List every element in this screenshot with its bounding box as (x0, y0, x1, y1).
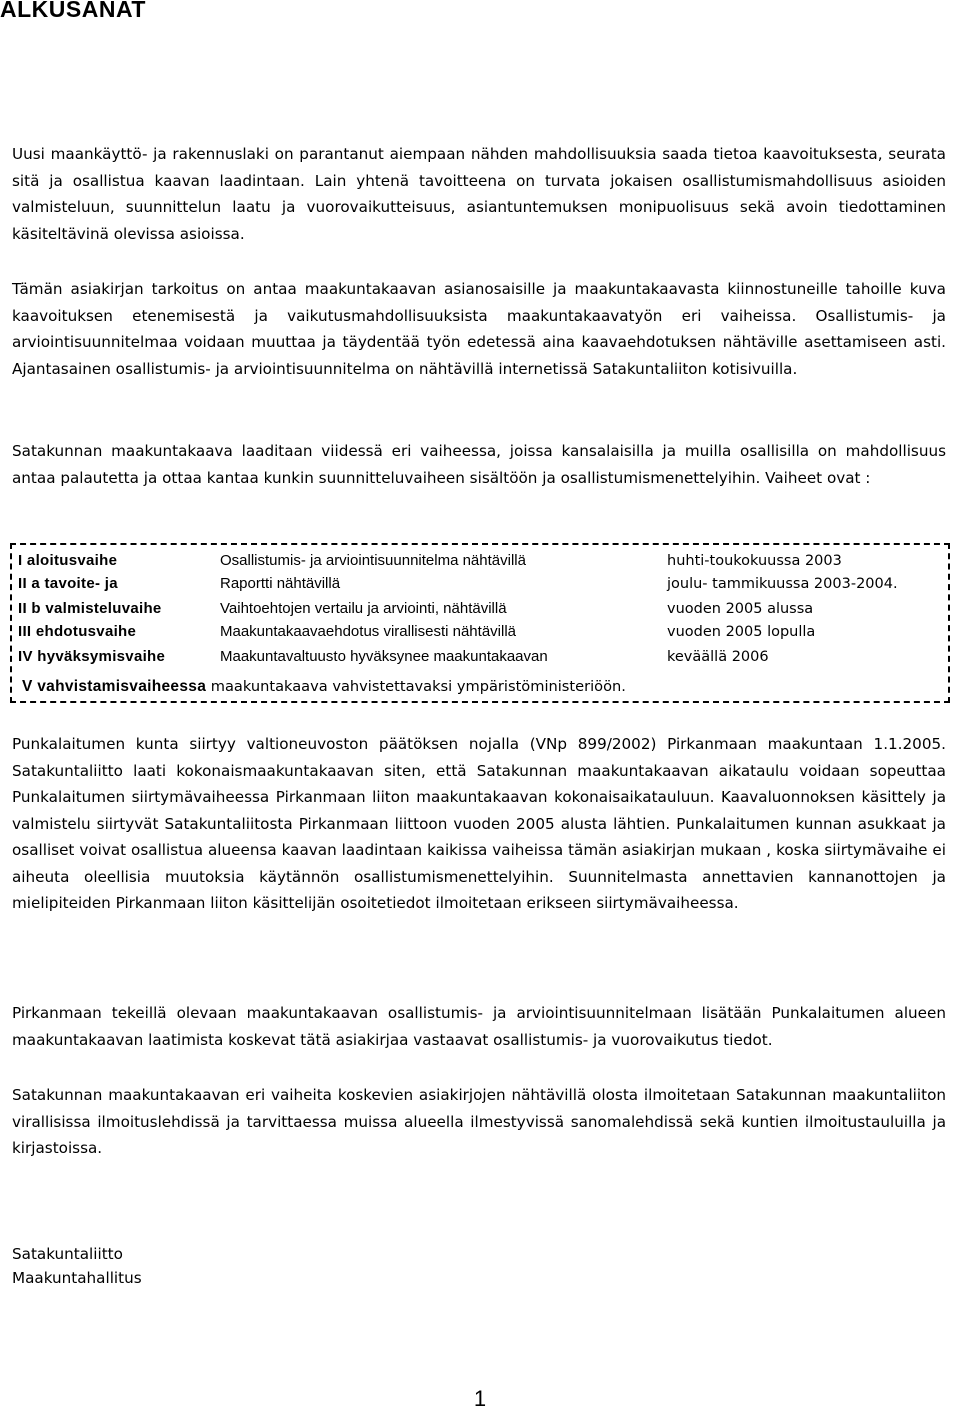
phase-name: III ehdotusvaihe (18, 623, 137, 640)
phase-activity: Vaihtoehtojen vertailu ja arviointi, nähtävillä (220, 600, 507, 617)
phase-name: I aloitusvaihe (18, 552, 118, 569)
phase-timing: keväällä 2006 (667, 649, 769, 665)
phase-row (10, 572, 940, 596)
phase-activity: Osallistumis- ja arviointisuunnitelma nähtävillä (220, 552, 526, 569)
phase-timing: joulu- tammikuussa 2003-2004. (667, 576, 898, 592)
page-title: ALKUSANAT (0, 0, 146, 22)
phase-row (10, 620, 940, 644)
paragraph-punkalaidun: Punkalaitumen kunta siirtyy valtioneuvoston päätöksen nojalla (VNp 899/2002) Pirkanmaan maakuntaan 1.1.2005. Satakuntaliitto laati kokonaismaakuntakaavan siten, että Satakunnan maakuntakaavan aikataulu voidaan sopeuttaa Punkalaitumen siirtymävaiheessa Pirkanmaan liiton maakuntakaavan kokonaisaikatauluun. Kaavaluonnoksen käsittely ja valmistelu siirtyvät Satakuntaliitosta Pirkanmaan liittoon vuoden 2005 alusta lähtien. Punkalaitumen kunnan asukkaat ja osalliset voivat osallistua alueensa kaavan laadintaan kaikissa vaiheissa tämän asiakirjan mukaan , koska siirtymävaihe ei aiheuta oleellisia muutoksia käytännön osallistumismenettelyihin. Suunnitelmasta annettavien kannanottojen ja mielipiteiden Pirkanmaan liiton käsittelijän osoitetiedot ilmoitetaan erikseen siirtymävaiheessa. (12, 735, 946, 912)
paragraph-pirkanmaa: Pirkanmaan tekeillä olevaan maakuntakaavan osallistumis- ja arviointisuunnitelmaan lisätään Punkalaitumen alueen maakuntakaavan laatimista koskevat tätä asiakirjaa vastaavat osallistumis- ja vuorovaikutus tiedot. (12, 1004, 946, 1049)
final-phase-row (22, 674, 626, 698)
paragraph-intro: Uusi maankäyttö- ja rakennuslaki on parantanut aiempaan nähden mahdollisuuksia saada tietoa kaavoituksesta, seurata sitä ja osallistua kaavan laadintaan. Lain yhtenä tavoitteena on turvata jokaisen osallistumismahdollisuus asioiden valmisteluun, suunnittelun laatu ja vuorovaikutteisuus, asiantuntemuksen monipuolisuus sekä avoin tiedottaminen käsiteltävinä olevissa asioissa. (12, 145, 946, 243)
final-phase-name: V vahvistamisvaiheessa (22, 678, 207, 695)
phase-row (10, 645, 940, 669)
phase-name: II a tavoite- ja (18, 575, 118, 592)
signature (12, 1242, 142, 1290)
phase-activity: Raportti nähtävillä (220, 575, 341, 592)
paragraph-announcements: Satakunnan maakuntakaavan eri vaiheita koskevien asiakirjojen nähtävillä olosta ilmoitetaan Satakunnan maakuntaliiton virallisissa ilmoituslehdissä ja tarvittaessa muissa alueella ilmestyvissä sanomalehdissä sekä kuntien ilmoitustauluilla ja kirjastoissa. (12, 1086, 946, 1157)
paragraph-phases-intro: Satakunnan maakuntakaava laaditaan viidessä eri vaiheessa, joissa kansalaisilla ja muilla osallisilla on mahdollisuus antaa palautetta ja ottaa kantaa kunkin suunnitteluvaiheen sisältöön ja osallistumismenettelyihin. Vaiheet ovat : (12, 442, 946, 487)
final-phase-text: maakuntakaava vahvistettavaksi ympäristöministeriöön. (206, 678, 626, 695)
page-number: 1 (473, 1386, 487, 1411)
paragraph-purpose: Tämän asiakirjan tarkoitus on antaa maakuntakaavan asianosaisille ja maakuntakaavasta kiinnostuneille tahoille kuva kaavoituksen etenemisestä ja vaikutusmahdollisuuksista maakuntakaavatyön eri vaiheissa. Osallistumis- ja arviointisuunnitelmaa voidaan muuttaa ja täydentää työn edetessä aina kaavaehdotuksen nähtäville asettamiseen asti. Ajantasainen osallistumis- ja arviointisuunnitelma on nähtävillä internetissä Satakuntaliiton kotisivuilla. (12, 280, 946, 378)
phase-activity: Maakuntavaltuusto hyväksynee maakuntakaavan (220, 648, 548, 665)
phase-row (10, 549, 940, 573)
signature-body: Maakuntahallitus (12, 1269, 142, 1287)
phase-timing: vuoden 2005 alussa (667, 601, 814, 617)
phase-name: IV hyväksymisvaihe (18, 648, 166, 665)
phase-name: II b valmisteluvaihe (18, 600, 162, 617)
phase-activity: Maakuntakaavaehdotus virallisesti nähtävillä (220, 623, 517, 640)
phase-timing: huhti-toukokuussa 2003 (667, 553, 842, 569)
signature-organization: Satakuntaliitto (12, 1245, 123, 1263)
phase-row (10, 597, 940, 621)
phase-timing: vuoden 2005 lopulla (667, 624, 816, 640)
